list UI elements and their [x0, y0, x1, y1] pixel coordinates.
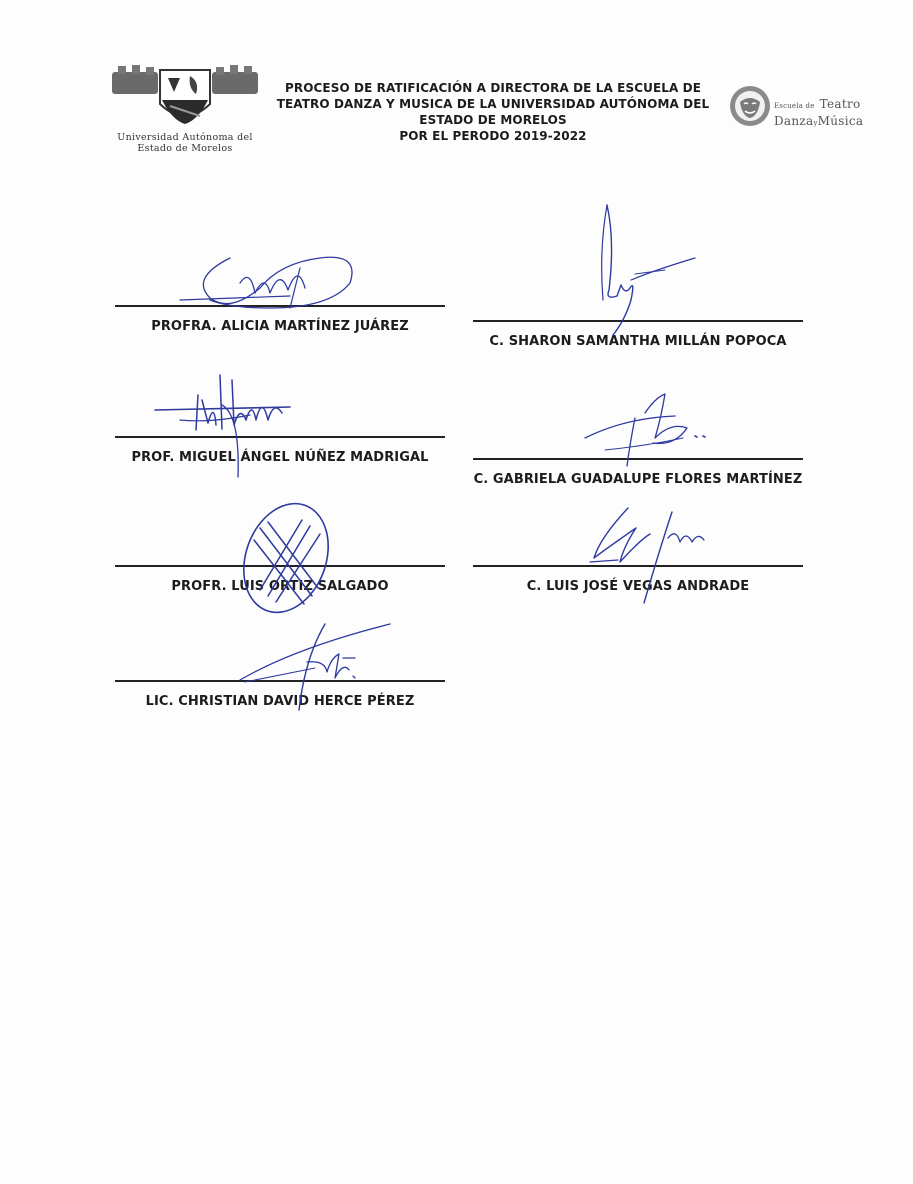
title-line-4: POR EL PERODO 2019-2022 [399, 129, 587, 143]
document-title [268, 80, 718, 144]
signatory-name: C. SHARON SAMANTHA MILLÁN POPOCA [489, 334, 787, 349]
school-name-musica: Música [817, 114, 864, 128]
signatory-name: PROFR. LUIS ORTIZ SALGADO [171, 579, 389, 594]
signatory-name: C. LUIS JOSÉ VEGAS ANDRADE [526, 579, 750, 594]
uaem-crest-icon [108, 64, 262, 130]
signature-mark-3 [150, 365, 300, 480]
signature-mark-2 [595, 200, 705, 340]
theater-masks-icon [728, 84, 772, 128]
school-name-line1: Teatro [819, 97, 861, 111]
signatory-name: LIC. CHRISTIAN DAVID HERCE PÉREZ [145, 694, 415, 709]
title-line-2: TEATRO DANZA Y MUSICA DE LA UNIVERSIDAD AUTÓNOMA DEL [276, 97, 710, 111]
signature-mark-7 [235, 618, 400, 713]
title-line-1: PROCESO DE RATIFICACIÓN A DIRECTORA DE LA ESCUELA DE [284, 81, 702, 95]
school-name [774, 96, 894, 130]
signature-mark-1 [170, 238, 360, 318]
school-name-prefix: Escuela de [774, 102, 815, 110]
university-name [105, 132, 265, 154]
signatory-name: C. GABRIELA GUADALUPE FLORES MARTÍNEZ [473, 472, 803, 487]
signatory-name: PROFRA. ALICIA MARTÍNEZ JUÁREZ [151, 319, 409, 334]
signatory-name: PROF. MIGUEL ÁNGEL NÚÑEZ MADRIGAL [131, 450, 429, 465]
signature-mark-4 [575, 388, 715, 468]
signature-mark-5 [240, 500, 335, 625]
title-line-3: ESTADO DE MORELOS [419, 113, 567, 127]
university-name-line2: Estado de Morelos [137, 143, 233, 154]
uaem-logo [105, 64, 265, 164]
school-logo [728, 82, 888, 132]
university-name-line1: Universidad Autónoma del [117, 132, 253, 143]
school-name-conj: y [813, 119, 818, 127]
school-name-danza: Danza [774, 114, 814, 128]
signature-mark-6 [580, 498, 710, 608]
